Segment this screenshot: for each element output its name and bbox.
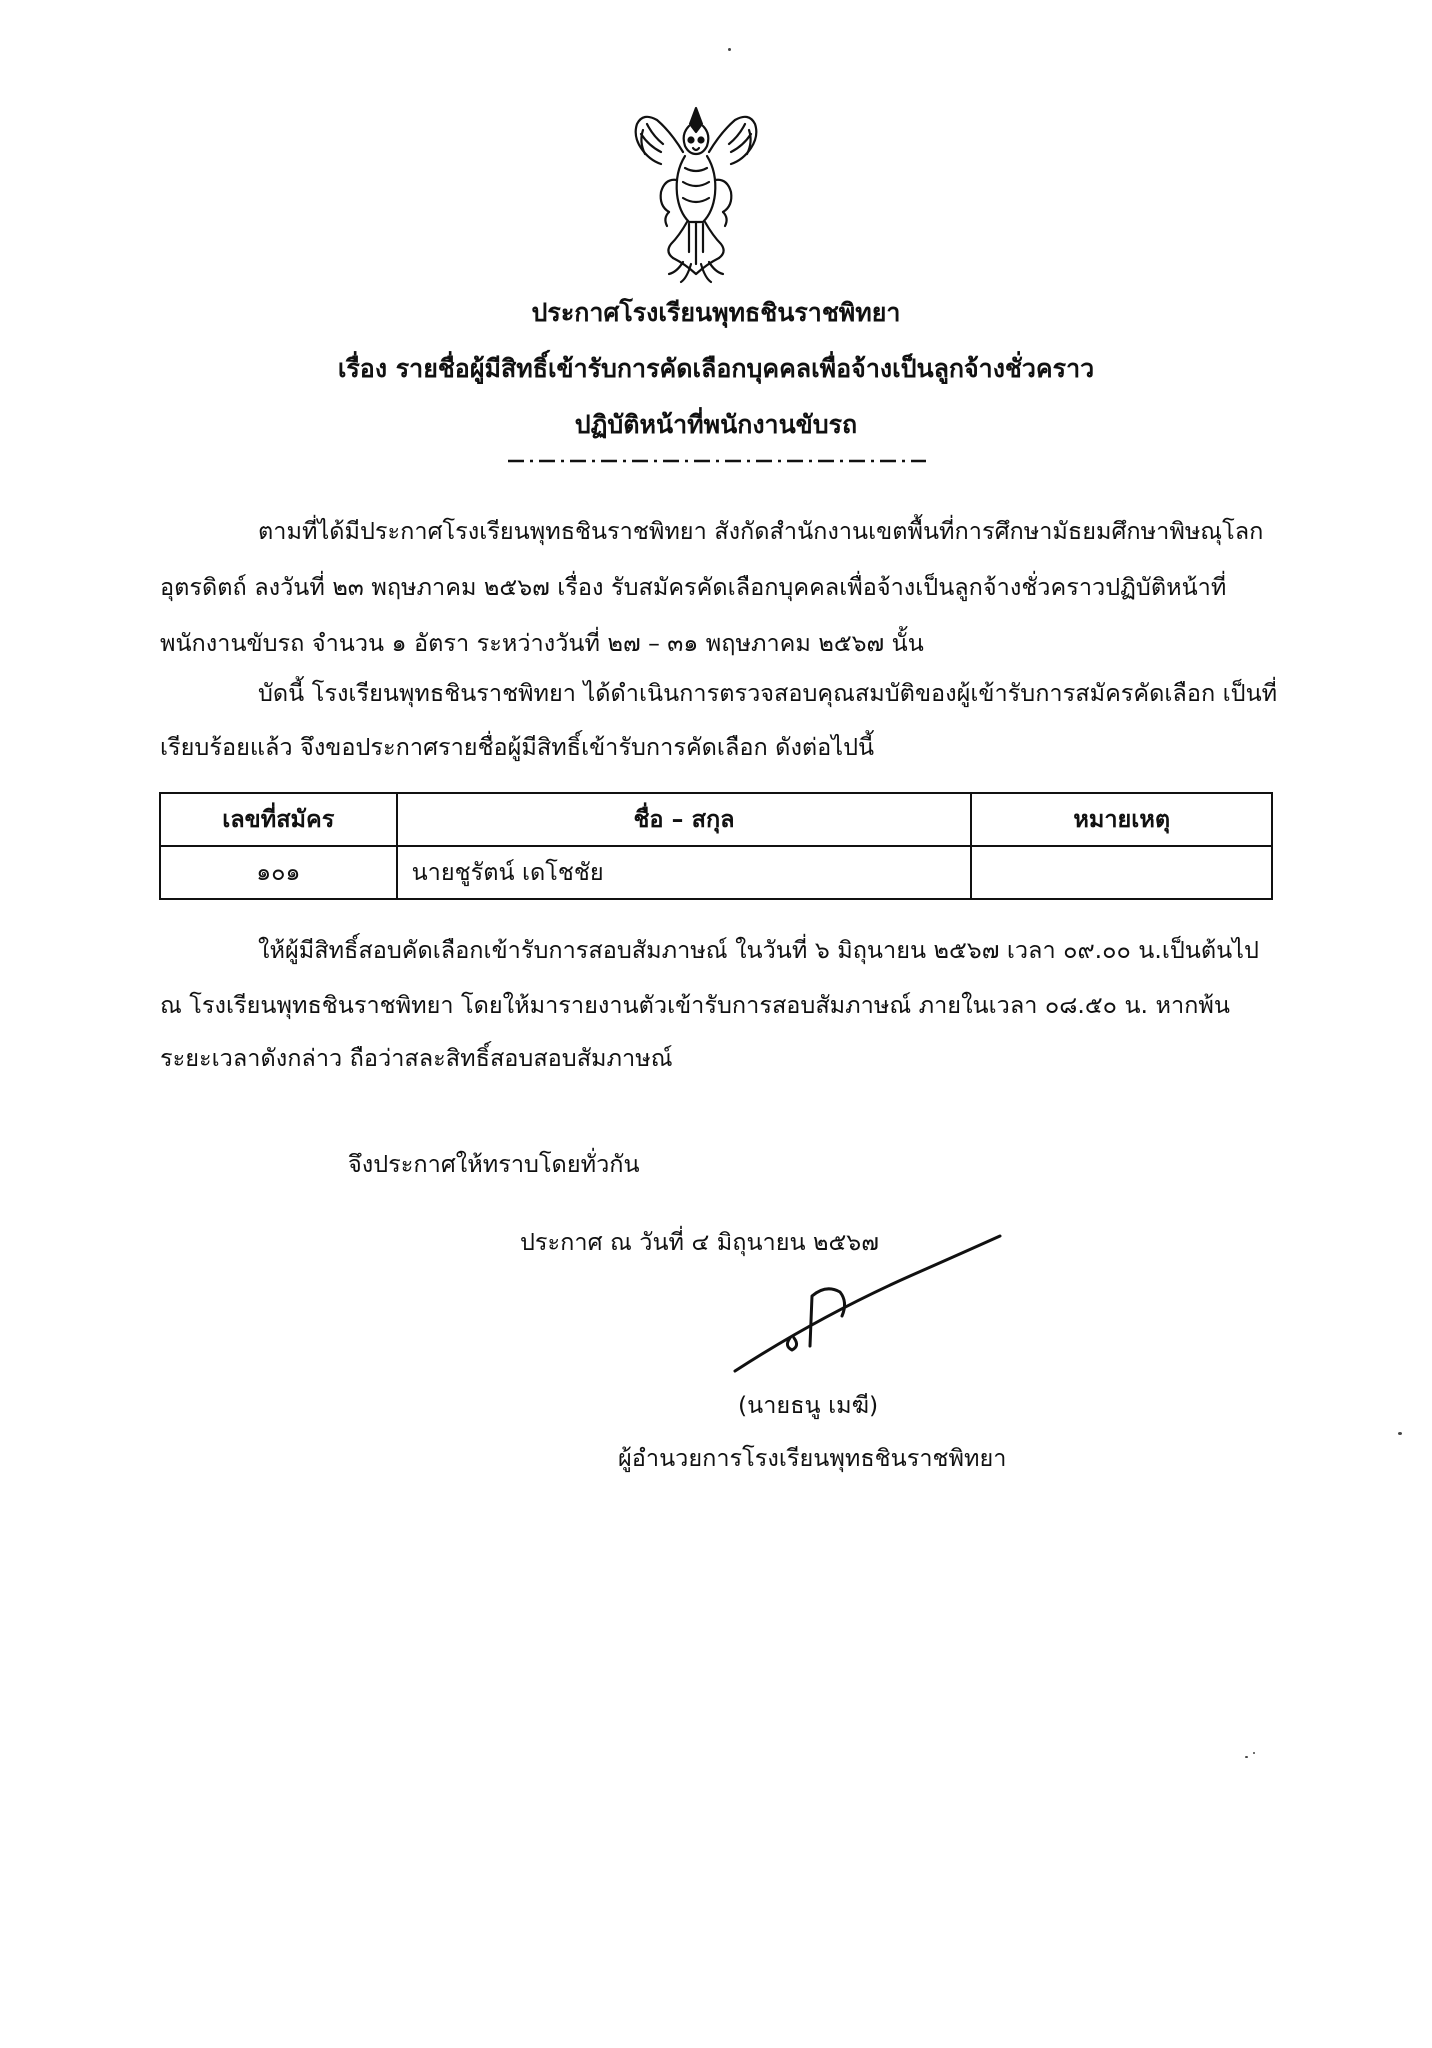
- cell-remark: [971, 846, 1272, 899]
- paragraph-3-line-1: ให้ผู้มีสิทธิ์สอบคัดเลือกเข้ารับการสอบสัมภาษณ์ ในวันที่ ๖ มิถุนายน ๒๕๖๗ เวลา ๐๙.๐๐ น.เป็นต้นไป: [258, 936, 1259, 964]
- paragraph-1-line-2: อุตรดิตถ์ ลงวันที่ ๒๓ พฤษภาคม ๒๕๖๗ เรื่อง รับสมัครคัดเลือกบุคคลเพื่อจ้างเป็นลูกจ้างชั่วคราวปฏิบัติหน้าที่: [160, 573, 1227, 601]
- paragraph-2-line-2: เรียบร้อยแล้ว จึงขอประกาศรายชื่อผู้มีสิทธิ์เข้ารับการคัดเลือก ดังต่อไปนี้: [160, 733, 875, 761]
- table-row: [160, 846, 1272, 899]
- paragraph-1-line-1: ตามที่ได้มีประกาศโรงเรียนพุทธชินราชพิทยา สังกัดสำนักงานเขตพื้นที่การศึกษามัธยมศึกษาพิษณุโลก: [258, 517, 1264, 545]
- garuda-emblem-icon: [627, 102, 765, 286]
- scan-speck: [728, 48, 731, 51]
- signature-date: ประกาศ ณ วันที่ ๔ มิถุนายน ๒๕๖๗: [520, 1228, 879, 1256]
- column-header-remark: หมายเหตุ: [971, 793, 1272, 846]
- applicant-table: [159, 792, 1273, 900]
- paragraph-2-line-1: บัดนี้ โรงเรียนพุทธชินราชพิทยา ได้ดำเนินการตรวจสอบคุณสมบัติของผู้เข้ารับการสมัครคัดเลือก เป็นที่: [258, 679, 1278, 707]
- column-header-name: ชื่อ – สกุล: [397, 793, 972, 846]
- paragraph-3-line-2: ณ โรงเรียนพุทธชินราชพิทยา โดยให้มารายงานตัวเข้ารับการสอบสัมภาษณ์ ภายในเวลา ๐๘.๕๐ น. หากพ้น: [160, 991, 1230, 1019]
- column-header-application-no: เลขที่สมัคร: [160, 793, 397, 846]
- paragraph-1-line-3: พนักงานขับรถ จำนวน ๑ อัตรา ระหว่างวันที่ ๒๗ – ๓๑ พฤษภาคม ๒๕๖๗ นั้น: [160, 629, 924, 657]
- paragraph-3-line-3: ระยะเวลาดังกล่าว ถือว่าสละสิทธิ์สอบสอบสัมภาษณ์: [160, 1044, 673, 1072]
- document-title: ประกาศโรงเรียนพุทธชินราชพิทยา: [531, 298, 901, 327]
- handwritten-signature: [730, 1226, 1010, 1376]
- cell-name: นายชูรัตน์ เดโชชัย: [397, 846, 972, 899]
- announcement-line: จึงประกาศให้ทราบโดยทั่วกัน: [348, 1150, 640, 1178]
- signer-name: (นายธนู เมฆี): [738, 1391, 879, 1419]
- document-subject-continued: ปฏิบัติหน้าที่พนักงานขับรถ: [574, 410, 858, 439]
- signer-position: ผู้อำนวยการโรงเรียนพุทธชินราชพิทยา: [618, 1444, 1007, 1472]
- scan-speck: [1245, 1756, 1248, 1758]
- scan-speck: [1398, 1432, 1402, 1435]
- cell-application-no: ๑๐๑: [160, 846, 397, 899]
- separator-line: [508, 458, 926, 464]
- table-header-row: [160, 793, 1272, 846]
- document-subject: เรื่อง รายชื่อผู้มีสิทธิ์เข้ารับการคัดเลือกบุคคลเพื่อจ้างเป็นลูกจ้างชั่วคราว: [337, 354, 1095, 383]
- scan-speck: [1253, 1752, 1255, 1754]
